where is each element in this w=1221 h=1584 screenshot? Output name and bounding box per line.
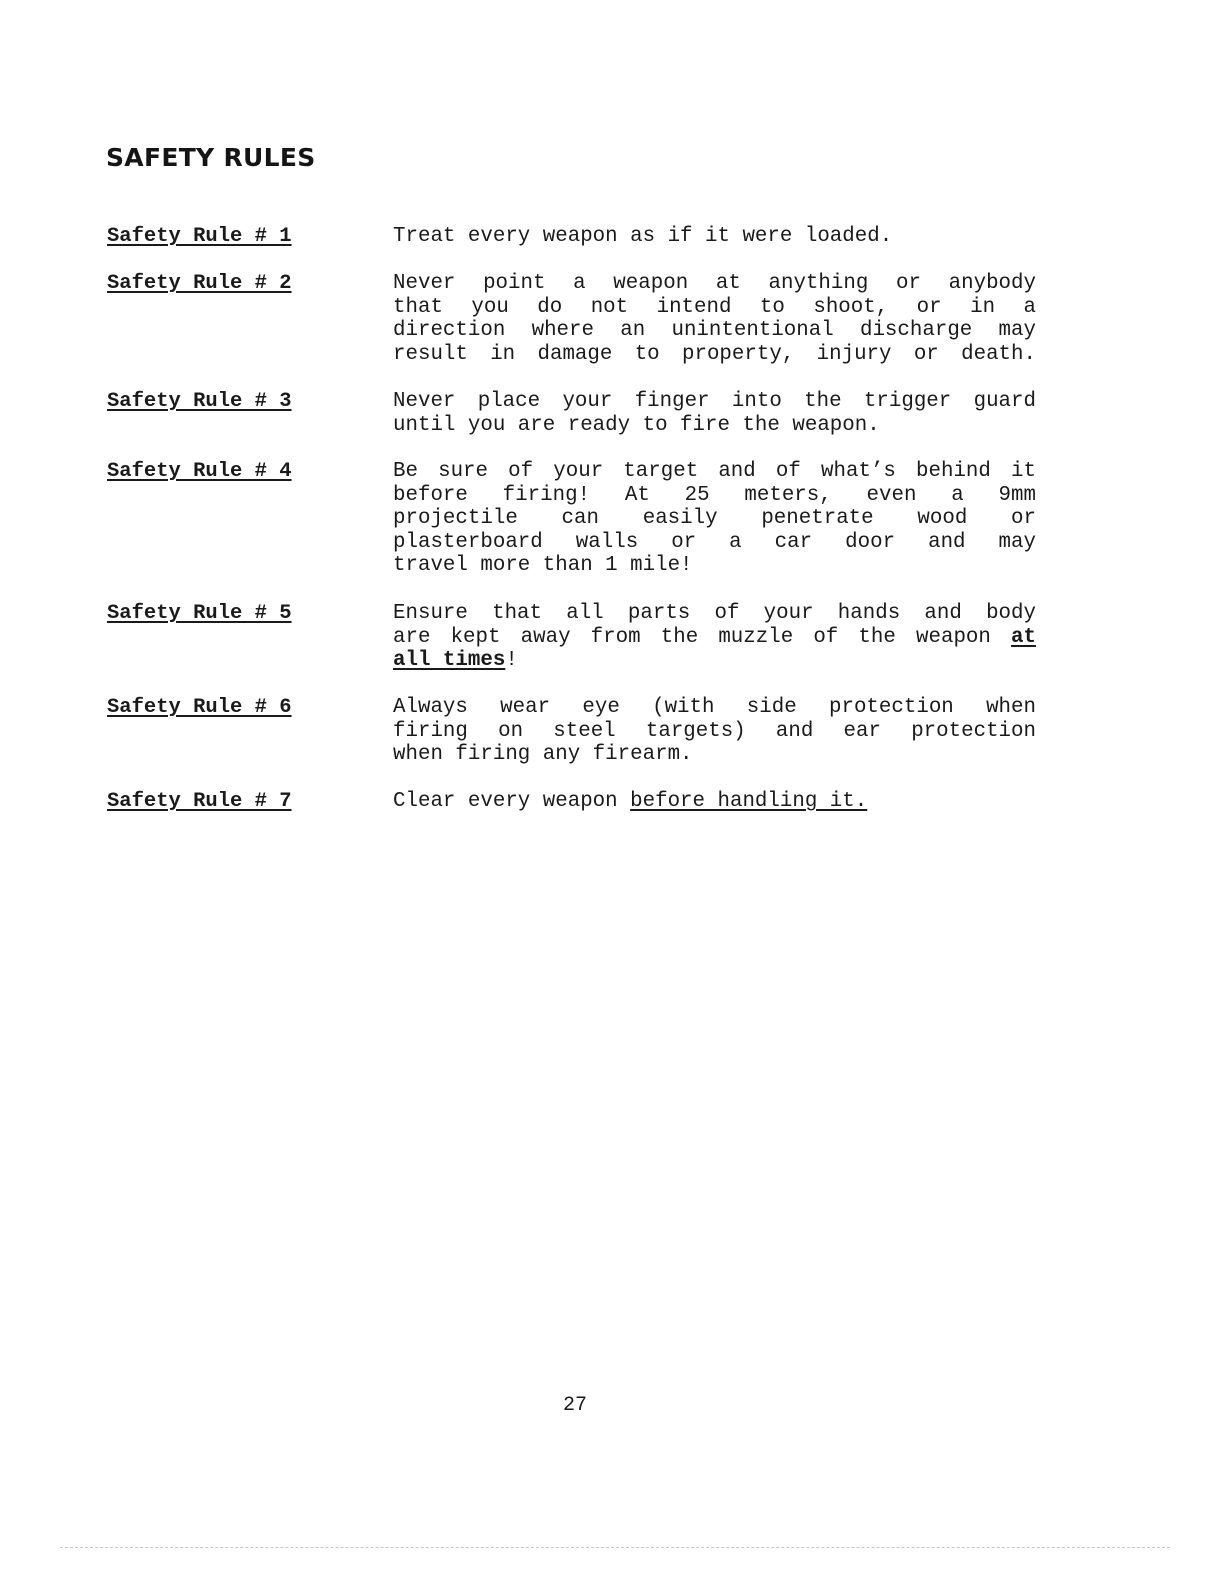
rule-label: Safety Rule # 3 — [107, 390, 292, 413]
emphasis-text: at — [1011, 625, 1036, 649]
rule-line: that you do not intend to shoot, or in a — [393, 295, 1036, 319]
rule-label: Safety Rule # 2 — [107, 272, 292, 295]
rule-label: Safety Rule # 1 — [107, 225, 292, 248]
rule-line: travel more than 1 mile! — [393, 554, 693, 578]
underlined-text: before handling it. — [630, 790, 868, 813]
rule-text — [393, 696, 1036, 767]
rule-text — [393, 602, 1036, 673]
rule-line — [393, 626, 1036, 650]
rule-line: direction where an unintentional discharge may — [393, 319, 1036, 343]
scan-artifact-divider — [60, 1547, 1170, 1548]
rule-text — [393, 390, 1036, 437]
rule-line: Ensure that all parts of your hands and body — [393, 602, 1036, 625]
rule-line: Treat every weapon as if it were loaded. — [393, 225, 893, 248]
rule-label: Safety Rule # 5 — [107, 602, 292, 625]
rule-line-text: are kept away from the muzzle of the weapon — [393, 625, 991, 649]
rule-line: Be sure of your target and of what’s behind it — [393, 460, 1036, 483]
rule-line: until you are ready to fire the weapon. — [393, 413, 880, 437]
rule-line: result in damage to property, injury or death. — [393, 342, 1036, 366]
rule-line: Never point a weapon at anything or anybody — [393, 272, 1036, 295]
rule-label: Safety Rule # 7 — [107, 790, 292, 813]
rule-line: Always wear eye (with side protection when — [393, 696, 1036, 719]
emphasis-text: all times — [393, 649, 506, 673]
page-title: SAFETY RULES — [106, 143, 316, 172]
rule-line-text: Clear every weapon — [393, 790, 631, 813]
rule-text — [393, 272, 1036, 366]
page-number: 27 — [562, 1394, 587, 1417]
rule-label: Safety Rule # 4 — [107, 460, 292, 483]
rule-line: firing on steel targets) and ear protection — [393, 719, 1036, 743]
rule-line — [393, 790, 1036, 814]
rule-line: projectile can easily penetrate wood or — [393, 507, 1036, 531]
rule-line: when firing any firearm. — [393, 743, 693, 767]
rule-text — [393, 225, 1036, 249]
rule-text — [393, 790, 1036, 814]
rule-line: plasterboard walls or a car door and may — [393, 530, 1036, 554]
rule-line-tail: ! — [505, 649, 518, 673]
rule-line: before firing! At 25 meters, even a 9mm — [393, 483, 1036, 507]
rule-line: Never place your finger into the trigger guard — [393, 390, 1036, 413]
rule-label: Safety Rule # 6 — [107, 696, 292, 719]
rule-text — [393, 460, 1036, 578]
rule-line — [393, 649, 1036, 673]
